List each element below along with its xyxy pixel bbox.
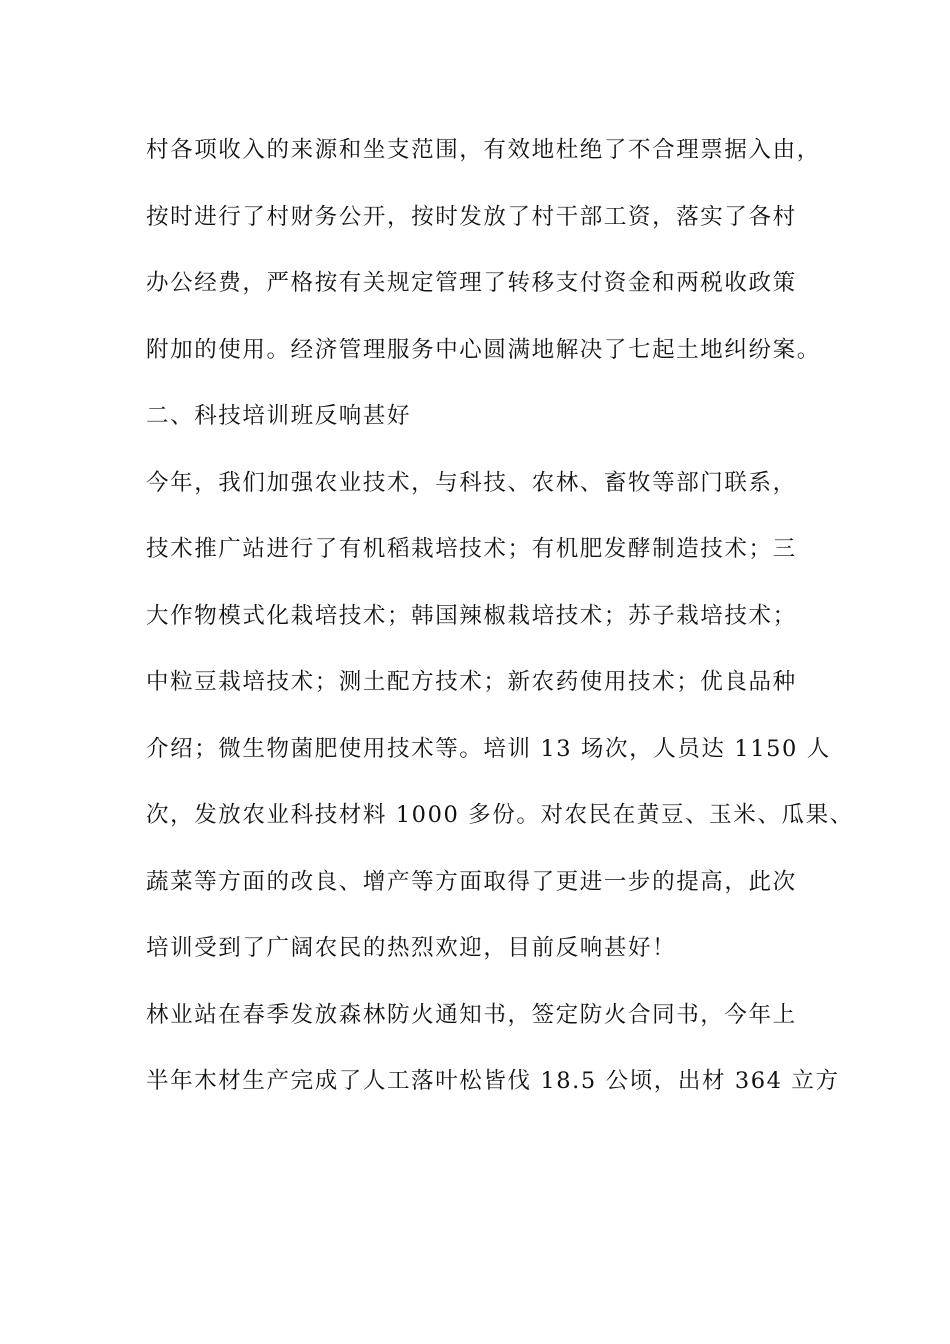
paragraph-line: 办公经费，严格按有关规定管理了转移支付资金和两税收政策 xyxy=(146,270,797,296)
paragraph-line: 蔬菜等方面的改良、增产等方面取得了更进一步的提高，此次 xyxy=(146,868,797,895)
paragraph-line: 附加的使用。经济管理服务中心圆满地解决了七起土地纠纷案。 xyxy=(146,336,821,363)
paragraph-line: 按时进行了村财务公开，按时发放了村干部工资，落实了各村 xyxy=(146,203,797,230)
paragraph-line: 中粒豆栽培技术；测土配方技术；新农药使用技术；优良品种 xyxy=(146,669,797,695)
paragraph-line: 大作物模式化栽培技术；韩国辣椒栽培技术；苏子栽培技术； xyxy=(146,602,797,629)
paragraph-line: 今年，我们加强农业技术，与科技、农林、畜牧等部门联系， xyxy=(146,469,797,496)
paragraph-line: 村各项收入的来源和坐支范围，有效地杜绝了不合理票据入由， xyxy=(146,137,821,163)
paragraph-line: 培训受到了广阔农民的热烈欢迎，目前反响甚好！ xyxy=(146,935,677,961)
document-body xyxy=(146,128,854,1126)
paragraph-line: 半年木材生产完成了人工落叶松皆伐 18.5 公顷，出材 364 立方 xyxy=(146,1068,840,1094)
paragraph-line: 技术推广站进行了有机稻栽培技术；有机肥发酵制造技术；三 xyxy=(146,536,797,562)
section-heading: 二、科技培训班反响甚好 xyxy=(146,403,412,429)
paragraph-line: 介绍；微生物菌肥使用技术等。培训 13 场次，人员达 1150 人 xyxy=(146,735,831,762)
paragraph-line: 林业站在春季发放森林防火通知书，签定防火合同书，今年上 xyxy=(146,1001,797,1028)
paragraph-line: 次，发放农业科技材料 1000 多份。对农民在黄豆、玉米、瓜果、 xyxy=(146,802,854,828)
